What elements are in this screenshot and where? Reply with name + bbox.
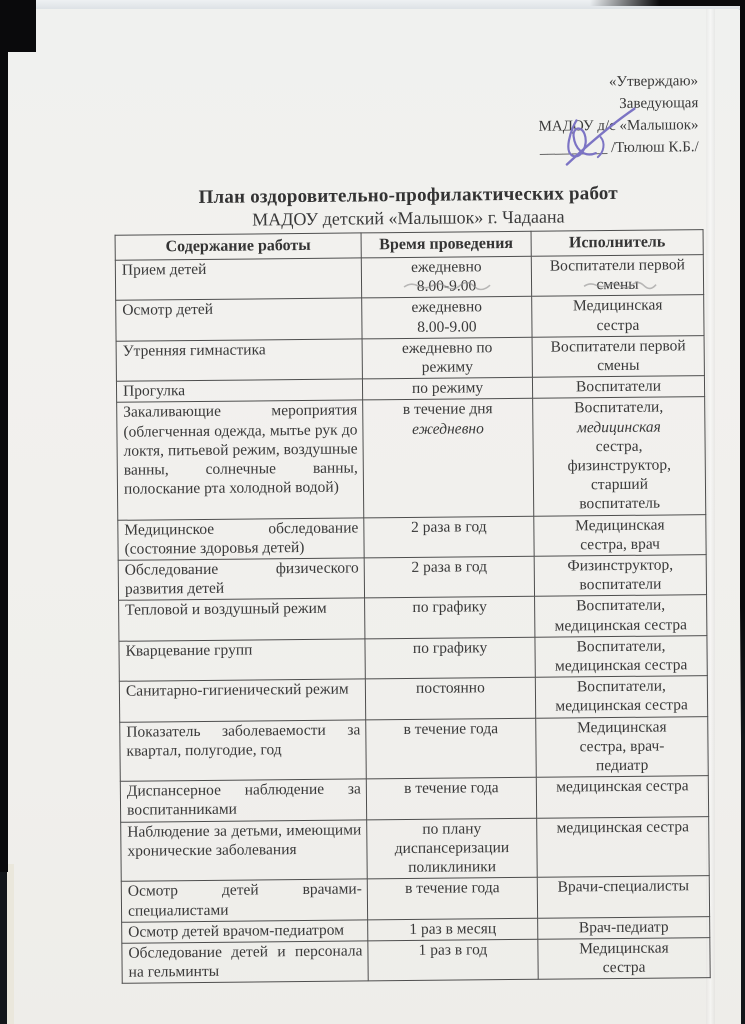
- executor-cell: медицинская сестра: [537, 816, 710, 877]
- header-time: Время проведения: [361, 231, 531, 258]
- table-row: [117, 397, 706, 520]
- executor-cell: Врач-педиатр: [538, 916, 710, 939]
- content-cell: Закаливающие мероприятия (облегченная одежда, мытье рук до локтя, питьевой режим, воздушные ванны, солнечные ванны, полоскание рта холодной водой): [117, 400, 364, 520]
- approval-line: Заведующая: [619, 95, 699, 112]
- page-content: [2, 6, 745, 1024]
- table-row: [119, 595, 707, 641]
- executor-cell: Воспитатели первой смены: [531, 255, 703, 297]
- table-row: [116, 335, 704, 381]
- time-cell: в течение года: [367, 878, 537, 920]
- executor-cell: Медицинская сестра, врач- педиатр: [536, 716, 709, 777]
- time-cell: по графику: [365, 637, 535, 679]
- signature-icon: [542, 106, 643, 171]
- table-body: [115, 255, 710, 984]
- table-row: [116, 295, 704, 341]
- scanner-edge-top: [590, 0, 745, 6]
- scanner-edge-right: [740, 0, 745, 740]
- table-row: [121, 876, 709, 922]
- document-body: [114, 181, 710, 984]
- table-row: [120, 776, 708, 822]
- approval-line: «Утверждаю»: [608, 73, 699, 91]
- content-cell: Санитарно-гигиенический режим: [119, 679, 365, 722]
- content-cell: Осмотр детей врачами-специалистами: [121, 879, 367, 922]
- content-cell: Обследование физического развития детей: [118, 558, 364, 601]
- content-cell: Показатель заболеваемости за квартал, полугодие, год: [120, 720, 367, 782]
- time-cell: постоянно: [365, 678, 535, 720]
- time-cell: в течение года: [366, 778, 536, 820]
- table-row: [118, 514, 706, 560]
- executor-cell: Физинструктор, воспитатели: [534, 555, 706, 597]
- scan-artifact-squiggle: [583, 280, 657, 291]
- time-cell: ежедневно по режиму: [362, 337, 532, 379]
- content-cell: Осмотр детей: [116, 298, 362, 341]
- time-cell: 1 раз в год: [368, 939, 538, 981]
- time-cell: в течение дня ежедневно: [363, 399, 534, 518]
- header-executor: Исполнитель: [531, 230, 703, 257]
- table-row: [119, 676, 707, 722]
- header-content: Содержание работы: [115, 233, 361, 260]
- time-cell: в течение года: [366, 718, 537, 779]
- executor-cell: Воспитатели первой смены: [532, 335, 704, 377]
- scanner-edge-left: [0, 0, 8, 872]
- content-cell: Тепловой и воздушный режим: [119, 598, 365, 641]
- approval-line: _________ /Тюлюш К.Б./: [539, 139, 699, 157]
- document-subtitle: МАДОУ детский «Малышок» г. Чадаана: [252, 206, 565, 230]
- table-row: [119, 635, 707, 681]
- time-cell: по режиму: [362, 378, 532, 401]
- time-cell: 1 раз в месяц: [368, 918, 538, 941]
- approval-line: МАДОУ д/с «Малышок»: [538, 117, 699, 135]
- table-row: [118, 555, 706, 601]
- time-cell: по плану диспансеризации поликлиники: [367, 818, 538, 879]
- content-cell: Обследование детей и персонала на гельминты: [122, 941, 368, 984]
- time-cell: 2 раза в год: [364, 556, 534, 598]
- time-cell: 2 раза в год: [364, 516, 534, 558]
- document-page: [7, 9, 741, 1024]
- time-cell: ежедневно 8.00-9.00: [361, 256, 531, 298]
- executor-cell: Воспитатели, медицинская сестра: [535, 635, 707, 677]
- table-row: [120, 716, 709, 781]
- scan-artifact-squiggle: [403, 280, 491, 291]
- content-cell: Кварцевание групп: [119, 639, 365, 682]
- content-cell: Прием детей: [115, 258, 361, 301]
- page-left-edge: [7, 864, 14, 1024]
- executor-cell: Воспитатели, медицинская сестра: [535, 595, 707, 637]
- content-cell: Диспансерное наблюдение за воспитанниками: [120, 779, 366, 822]
- time-cell: ежедневно 8.00-9.00: [362, 297, 532, 339]
- content-cell: Осмотр детей врачом-педиатром: [122, 920, 368, 944]
- plan-table: [115, 229, 711, 984]
- time-cell: по графику: [365, 597, 535, 639]
- executor-cell: Медицинская сестра: [538, 938, 710, 980]
- executor-cell: Воспитатели: [532, 376, 704, 399]
- scanner-corner-wedge: [0, 0, 36, 52]
- executor-cell: Медицинская сестра: [532, 295, 704, 337]
- content-cell: Утренняя гимнастика: [116, 339, 362, 382]
- content-cell: Наблюдение за детьми, имеющими хронические заболевания: [121, 820, 368, 882]
- table-row: [121, 816, 710, 881]
- executor-cell: Воспитатели, медицинская сестра: [535, 676, 707, 718]
- executor-cell: Медицинская сестра, врач: [534, 514, 706, 556]
- content-cell: Прогулка: [116, 379, 362, 403]
- document-title: План оздоровительно-профилактических работ: [198, 182, 618, 208]
- executor-cell: Воспитатели, медицинская сестра, физинструктор, старший воспитатель: [533, 397, 706, 516]
- content-cell: Медицинское обследование (состояние здоровья детей): [118, 518, 364, 561]
- executor-cell: Врачи-специалисты: [537, 876, 709, 918]
- table-row: [122, 938, 710, 984]
- table-row: [115, 255, 703, 301]
- executor-cell: медицинская сестра: [536, 776, 708, 818]
